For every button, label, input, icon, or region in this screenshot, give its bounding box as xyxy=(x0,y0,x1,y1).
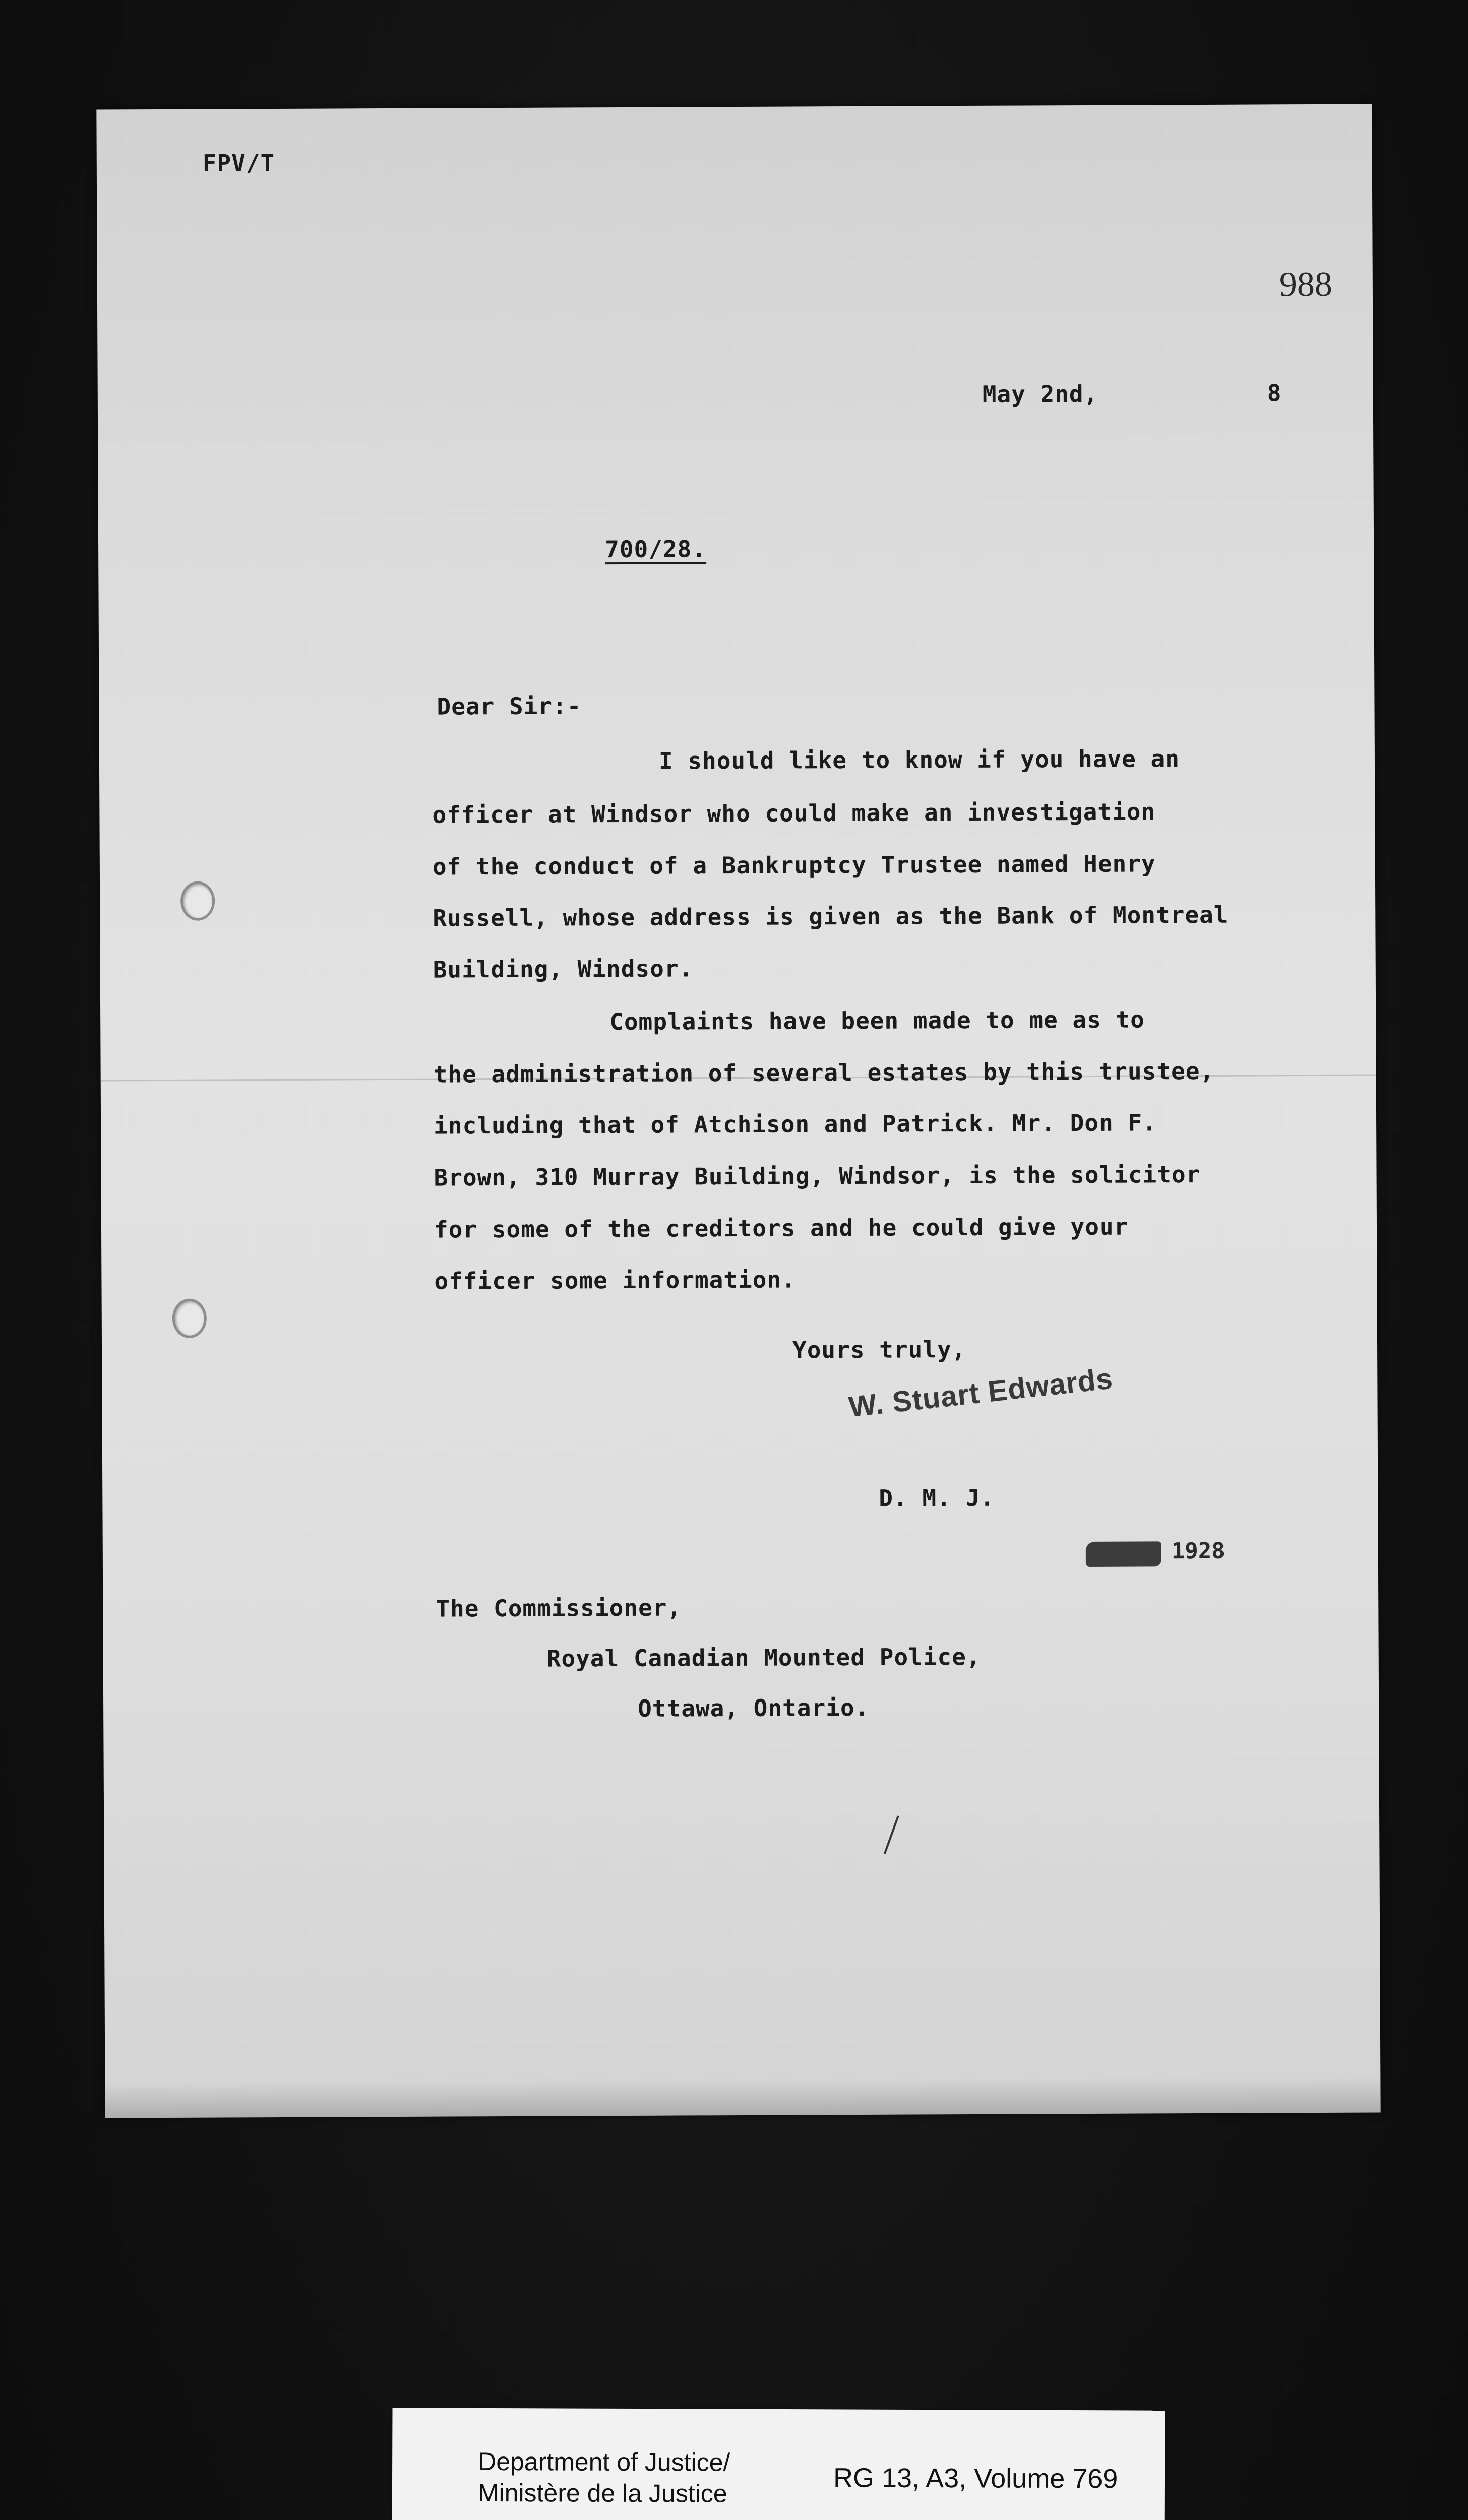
body-line: officer some information. xyxy=(434,1266,796,1295)
punch-hole-icon xyxy=(172,1299,207,1338)
department-line-french: Ministère de la Justice xyxy=(477,2478,727,2508)
body-line: for some of the creditors and he could give your xyxy=(434,1213,1129,1243)
department-name xyxy=(478,2446,730,2509)
closing: Yours truly, xyxy=(792,1336,966,1364)
letter-date-year-fragment: 8 xyxy=(1267,379,1282,407)
body-line: Russell, whose address is given as the Bank of Montreal xyxy=(433,901,1229,932)
file-number: 700/28. xyxy=(605,535,707,563)
stamp-ink-blot xyxy=(1086,1541,1161,1567)
body-line: including that of Atchison and Patrick. Mr. Don F. xyxy=(434,1109,1157,1140)
body-line: Complaints have been made to me as to xyxy=(609,1005,1145,1036)
record-group-reference: RG 13, A3, Volume 769 xyxy=(833,2463,1118,2494)
body-line: the administration of several estates by this trustee, xyxy=(433,1057,1215,1088)
body-line: officer at Windsor who could make an investigation xyxy=(432,798,1156,829)
pen-tick-mark xyxy=(884,1815,899,1854)
addressee-line: Royal Canadian Mounted Police, xyxy=(546,1643,981,1672)
signature-stamp: W. Stuart Edwards xyxy=(847,1362,1115,1424)
addressee-line: The Commissioner, xyxy=(436,1594,682,1622)
body-line: I should like to know if you have an xyxy=(658,745,1180,775)
letter-date: May 2nd, xyxy=(982,380,1098,408)
archive-reference-card xyxy=(392,2408,1165,2520)
received-date-stamp xyxy=(1086,1536,1232,1572)
department-line-english: Department of Justice/ xyxy=(478,2447,730,2477)
body-line: of the conduct of a Bankruptcy Trustee named Henry xyxy=(432,850,1156,880)
salutation: Dear Sir:- xyxy=(437,692,582,720)
reference-initials: FPV/T xyxy=(202,149,275,177)
body-line: Building, Windsor. xyxy=(433,955,694,983)
stamp-year: 1928 xyxy=(1171,1538,1225,1564)
letter-page xyxy=(96,104,1380,2118)
page-number: 988 xyxy=(1279,265,1333,304)
body-line: Brown, 310 Murray Building, Windsor, is the solicitor xyxy=(434,1161,1201,1191)
signatory-initials: D. M. J. xyxy=(879,1484,995,1512)
punch-hole-icon xyxy=(180,881,215,921)
addressee-line: Ottawa, Ontario. xyxy=(638,1693,870,1722)
